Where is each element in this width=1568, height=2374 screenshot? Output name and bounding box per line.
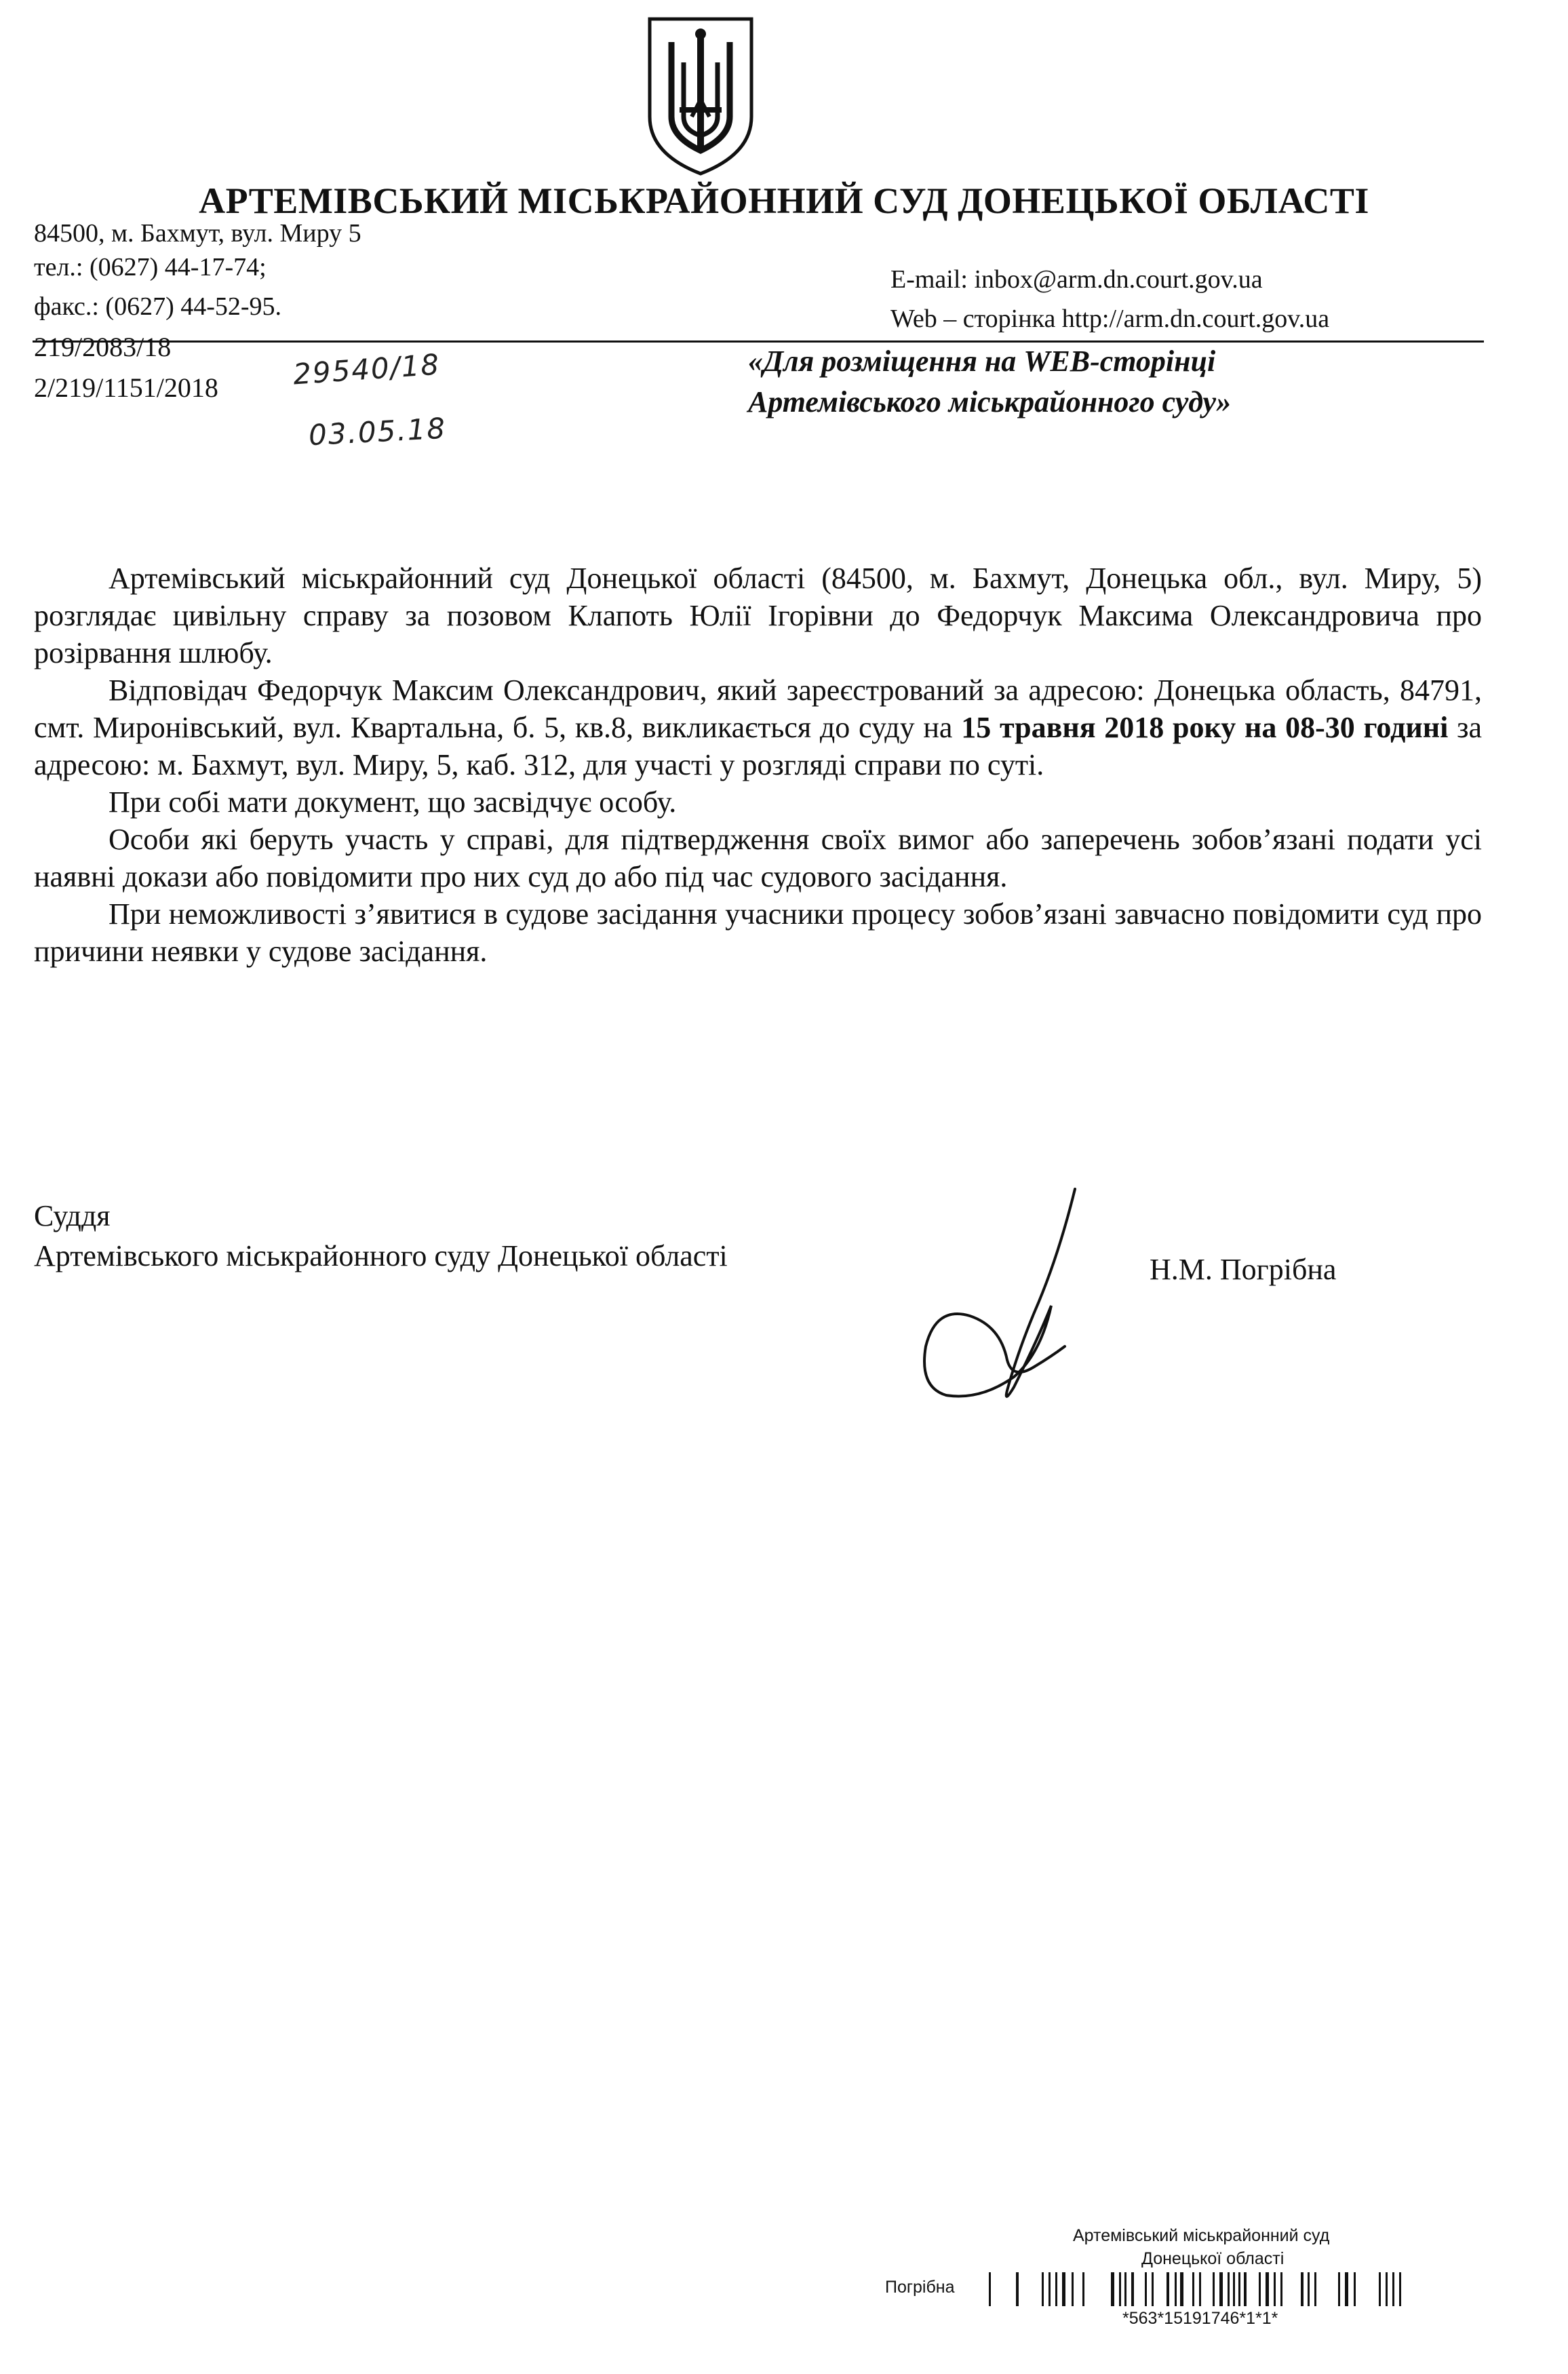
publication-notice-line1: «Для розміщення на WEB-сторінці	[748, 345, 1216, 378]
handwritten-outgoing-date: 03.05.18	[307, 411, 448, 452]
court-phone: тел.: (0627) 44-17-74;	[34, 253, 267, 281]
publication-notice-line2: Артемівського міськрайонного суду»	[748, 385, 1232, 419]
summons-text-end: за адресою: м. Бахмут, вул. Миру, 5, каб. 312, для участі у розгляді справи по суті.	[34, 711, 1482, 781]
case-number: 219/2083/18	[34, 332, 172, 362]
court-address: 84500, м. Бахмут, вул. Миру 5	[34, 219, 361, 248]
coat-of-arms-icon	[644, 15, 757, 178]
judge-court: Артемівського міськрайонного суду Донецької області	[34, 1239, 728, 1272]
court-email: E-mail: inbox@arm.dn.court.gov.ua	[890, 265, 1263, 294]
summons-text-start: Відповідач Федорчук Максим Олександрович, який зареєстрований за адресою: Донецька область, 84791, смт. Миронівський, вул. Квартальна, б. 5, кв.8, викликається до суду на	[34, 674, 1482, 744]
stamp-court-line2: Донецької області	[1141, 2249, 1285, 2268]
paragraph-identity-document: При собі мати документ, що засвідчує особу.	[109, 785, 677, 819]
court-website: Web – сторінка http://arm.dn.court.gov.ua	[890, 305, 1330, 333]
stamp-court-line1: Артемівський міськрайонний суд	[1073, 2226, 1330, 2245]
paragraph-case-description: Артемівський міськрайонний суд Донецької області (84500, м. Бахмут, Донецька обл., вул. Миру, 5) розглядає цивільну справу за позовом Клапоть Юлії Ігорівни до Федорчук Максима Олександровича про розірвання шлюбу.	[34, 562, 1482, 669]
judge-title: Суддя	[34, 1199, 111, 1232]
handwritten-outgoing-number: 29540/18	[292, 347, 442, 391]
paragraph-absence: При неможливості з’явитися в судове засідання учасники процесу зобов’язані завчасно повідомити суд про причини неявки у судове засідання.	[34, 897, 1482, 968]
judge-name: Н.М. Погрібна	[1150, 1253, 1337, 1286]
barcode-icon	[989, 2271, 1464, 2308]
barcode-number: *563*15191746*1*1*	[1122, 2309, 1278, 2328]
header-divider	[33, 340, 1484, 343]
paragraph-evidence: Особи які беруть участь у справі, для підтвердження своїх вимог або заперечень зобов’язані подати усі наявні докази або повідомити про них суд до або під час судового засідання.	[34, 823, 1482, 893]
proceeding-number: 2/219/1151/2018	[34, 372, 218, 403]
hearing-date-time: 15 травня 2018 року на 08-30 годині	[961, 711, 1449, 744]
judge-signature	[905, 1184, 1089, 1407]
letter-body	[34, 560, 1482, 970]
court-name: АРТЕМІВСЬКИЙ МІСЬКРАЙОННИЙ СУД ДОНЕЦЬКОЇ ОБЛАСТІ	[199, 180, 1369, 221]
stamp-judge-name: Погрібна	[885, 2278, 955, 2297]
paragraph-summons	[34, 672, 1482, 783]
court-fax: факс.: (0627) 44-52-95.	[34, 292, 282, 321]
